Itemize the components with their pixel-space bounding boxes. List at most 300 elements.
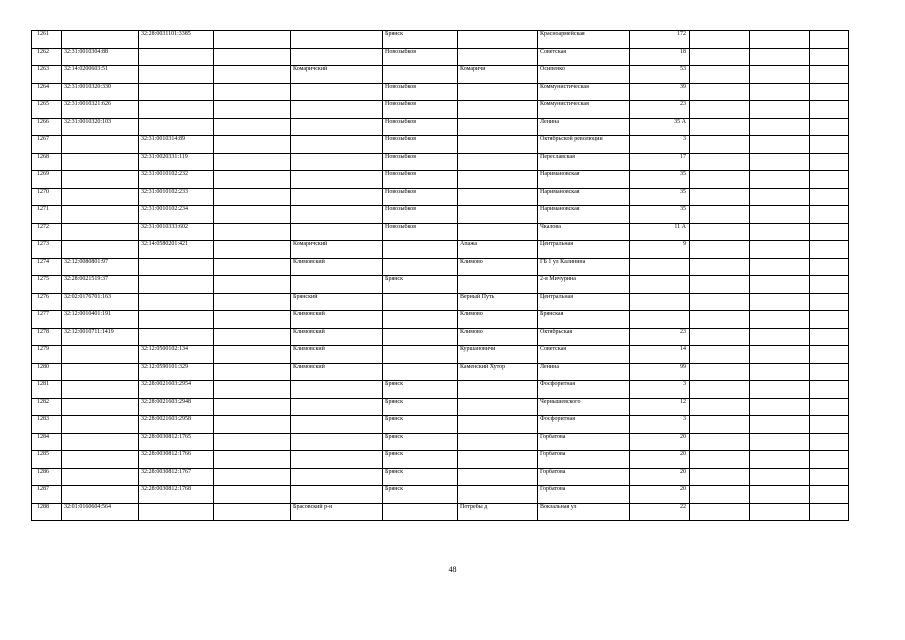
street-cell: Ленина: [538, 118, 630, 136]
empty-cell: [214, 398, 291, 416]
district-cell: [291, 188, 383, 206]
house-number-cell: 11 А: [630, 223, 690, 241]
street-cell: Фосфоритная: [538, 381, 630, 399]
row-number-cell: 1264: [32, 83, 62, 101]
district-cell: [291, 171, 383, 189]
district-cell: Климовский: [291, 363, 383, 381]
extra-cell-3: [810, 276, 849, 294]
street-cell: Коммунистическая: [538, 83, 630, 101]
extra-cell-3: [810, 293, 849, 311]
city-cell: Брянск: [383, 451, 458, 469]
empty-cell: [214, 346, 291, 364]
district-cell: [291, 136, 383, 154]
table-row: [32, 328, 849, 346]
house-number-cell: 3: [630, 416, 690, 434]
street-cell: Центральная: [538, 241, 630, 259]
street-cell: Наримановская: [538, 171, 630, 189]
street-cell: Вокзальная ул: [538, 503, 630, 521]
cadastral-number-2-cell: 32:31:0010333:602: [139, 223, 214, 241]
settlement-cell: [458, 153, 538, 171]
cadastral-number-cell: 32:12:0010711:1419: [62, 328, 139, 346]
extra-cell-1: [690, 153, 750, 171]
city-cell: Новозыбков: [383, 171, 458, 189]
extra-cell-2: [750, 486, 810, 504]
table-row: [32, 188, 849, 206]
row-number-cell: 1261: [32, 31, 62, 49]
cadastral-number-cell: 32:31:0010321:626: [62, 101, 139, 119]
street-cell: Ленина: [538, 363, 630, 381]
row-number-cell: 1284: [32, 433, 62, 451]
extra-cell-1: [690, 346, 750, 364]
extra-cell-1: [690, 31, 750, 49]
extra-cell-2: [750, 381, 810, 399]
extra-cell-3: [810, 363, 849, 381]
district-cell: [291, 451, 383, 469]
settlement-cell: [458, 188, 538, 206]
empty-cell: [214, 363, 291, 381]
cadastral-number-2-cell: 32:28:0031101:3385: [139, 31, 214, 49]
street-cell: Наримановская: [538, 188, 630, 206]
empty-cell: [214, 416, 291, 434]
district-cell: [291, 223, 383, 241]
city-cell: Брянск: [383, 433, 458, 451]
city-cell: [383, 311, 458, 329]
table-row: [32, 433, 849, 451]
extra-cell-3: [810, 241, 849, 259]
street-cell: Октябрьская: [538, 328, 630, 346]
empty-cell: [214, 381, 291, 399]
district-cell: [291, 48, 383, 66]
city-cell: Брянск: [383, 381, 458, 399]
table-row: [32, 258, 849, 276]
empty-cell: [214, 66, 291, 84]
extra-cell-1: [690, 486, 750, 504]
settlement-cell: [458, 136, 538, 154]
district-cell: Климовский: [291, 328, 383, 346]
settlement-cell: [458, 171, 538, 189]
settlement-cell: [458, 83, 538, 101]
empty-cell: [214, 486, 291, 504]
extra-cell-2: [750, 328, 810, 346]
city-cell: Брянск: [383, 398, 458, 416]
empty-cell: [214, 223, 291, 241]
extra-cell-2: [750, 503, 810, 521]
cadastral-number-cell: [62, 136, 139, 154]
cadastral-number-cell: [62, 468, 139, 486]
district-cell: Брянский: [291, 293, 383, 311]
extra-cell-2: [750, 276, 810, 294]
empty-cell: [214, 311, 291, 329]
district-cell: Климовский: [291, 346, 383, 364]
row-number-cell: 1276: [32, 293, 62, 311]
house-number-cell: 18: [630, 48, 690, 66]
row-number-cell: 1282: [32, 398, 62, 416]
district-cell: Комаричский: [291, 241, 383, 259]
empty-cell: [214, 83, 291, 101]
row-number-cell: 1270: [32, 188, 62, 206]
street-cell: Советская: [538, 346, 630, 364]
extra-cell-1: [690, 101, 750, 119]
cadastral-number-2-cell: 32:28:0021603:2948: [139, 398, 214, 416]
extra-cell-2: [750, 206, 810, 224]
table-row: [32, 206, 849, 224]
settlement-cell: Верный Путь: [458, 293, 538, 311]
district-cell: [291, 398, 383, 416]
extra-cell-2: [750, 48, 810, 66]
extra-cell-3: [810, 328, 849, 346]
row-number-cell: 1266: [32, 118, 62, 136]
house-number-cell: 35: [630, 188, 690, 206]
cadastral-number-2-cell: 32:28:0030812:1767: [139, 468, 214, 486]
table-row: [32, 66, 849, 84]
city-cell: [383, 346, 458, 364]
extra-cell-2: [750, 101, 810, 119]
cadastral-number-cell: [62, 171, 139, 189]
house-number-cell: 99: [630, 363, 690, 381]
house-number-cell: [630, 311, 690, 329]
street-cell: ГБ 1 ул Калинина: [538, 258, 630, 276]
cadastral-number-2-cell: 32:28:0030812:1766: [139, 451, 214, 469]
settlement-cell: [458, 206, 538, 224]
extra-cell-1: [690, 241, 750, 259]
district-cell: [291, 101, 383, 119]
cadastral-number-cell: 32:12:0010401:191: [62, 311, 139, 329]
city-cell: Брянск: [383, 486, 458, 504]
district-cell: [291, 486, 383, 504]
extra-cell-3: [810, 433, 849, 451]
extra-cell-1: [690, 206, 750, 224]
city-cell: Новозыбков: [383, 188, 458, 206]
cadastral-number-2-cell: 32:12:0590101:329: [139, 363, 214, 381]
street-cell: 2-я Мичурина: [538, 276, 630, 294]
cadastral-number-2-cell: [139, 66, 214, 84]
settlement-cell: [458, 101, 538, 119]
district-cell: [291, 83, 383, 101]
extra-cell-1: [690, 258, 750, 276]
extra-cell-2: [750, 83, 810, 101]
house-number-cell: 20: [630, 468, 690, 486]
settlement-cell: [458, 223, 538, 241]
extra-cell-3: [810, 381, 849, 399]
settlement-cell: Комаричи: [458, 66, 538, 84]
cadastral-number-cell: [62, 363, 139, 381]
row-number-cell: 1285: [32, 451, 62, 469]
row-number-cell: 1263: [32, 66, 62, 84]
row-number-cell: 1265: [32, 101, 62, 119]
cadastral-number-cell: [62, 241, 139, 259]
settlement-cell: [458, 433, 538, 451]
extra-cell-3: [810, 31, 849, 49]
extra-cell-3: [810, 171, 849, 189]
extra-cell-2: [750, 258, 810, 276]
extra-cell-1: [690, 276, 750, 294]
street-cell: Коммунистическая: [538, 101, 630, 119]
street-cell: Горбатова: [538, 468, 630, 486]
row-number-cell: 1274: [32, 258, 62, 276]
cadastral-number-2-cell: [139, 276, 214, 294]
table-row: [32, 346, 849, 364]
city-cell: [383, 258, 458, 276]
city-cell: Новозыбков: [383, 136, 458, 154]
district-cell: Брасовский р-н: [291, 503, 383, 521]
street-cell: Чкалова: [538, 223, 630, 241]
table-row: [32, 503, 849, 521]
extra-cell-1: [690, 188, 750, 206]
extra-cell-2: [750, 398, 810, 416]
empty-cell: [214, 48, 291, 66]
row-number-cell: 1288: [32, 503, 62, 521]
settlement-cell: [458, 118, 538, 136]
house-number-cell: 22: [630, 503, 690, 521]
extra-cell-3: [810, 48, 849, 66]
extra-cell-3: [810, 503, 849, 521]
cadastral-number-2-cell: [139, 293, 214, 311]
empty-cell: [214, 171, 291, 189]
cadastral-number-2-cell: [139, 328, 214, 346]
extra-cell-1: [690, 118, 750, 136]
empty-cell: [214, 241, 291, 259]
empty-cell: [214, 188, 291, 206]
table-row: [32, 153, 849, 171]
extra-cell-1: [690, 451, 750, 469]
house-number-cell: [630, 258, 690, 276]
cadastral-number-2-cell: [139, 101, 214, 119]
table-row: [32, 223, 849, 241]
house-number-cell: 39: [630, 83, 690, 101]
city-cell: Брянск: [383, 276, 458, 294]
cadastral-number-cell: [62, 486, 139, 504]
table-row: [32, 398, 849, 416]
extra-cell-3: [810, 136, 849, 154]
extra-cell-2: [750, 136, 810, 154]
extra-cell-1: [690, 66, 750, 84]
settlement-cell: [458, 398, 538, 416]
extra-cell-1: [690, 381, 750, 399]
house-number-cell: [630, 293, 690, 311]
row-number-cell: 1275: [32, 276, 62, 294]
empty-cell: [214, 31, 291, 49]
table-row: [32, 381, 849, 399]
house-number-cell: 23: [630, 101, 690, 119]
street-cell: Октябрьской революции: [538, 136, 630, 154]
settlement-cell: Каменский Хутор: [458, 363, 538, 381]
street-cell: Советская: [538, 48, 630, 66]
extra-cell-2: [750, 171, 810, 189]
table-row: [32, 311, 849, 329]
city-cell: [383, 66, 458, 84]
extra-cell-3: [810, 188, 849, 206]
district-cell: [291, 31, 383, 49]
settlement-cell: [458, 451, 538, 469]
city-cell: Новозыбков: [383, 206, 458, 224]
row-number-cell: 1283: [32, 416, 62, 434]
table-row: [32, 486, 849, 504]
house-number-cell: 23: [630, 328, 690, 346]
row-number-cell: 1262: [32, 48, 62, 66]
city-cell: [383, 503, 458, 521]
empty-cell: [214, 276, 291, 294]
row-number-cell: 1268: [32, 153, 62, 171]
table-row: [32, 363, 849, 381]
extra-cell-3: [810, 118, 849, 136]
row-number-cell: 1269: [32, 171, 62, 189]
cadastral-number-cell: 32:14:0200603:51: [62, 66, 139, 84]
cadastral-number-cell: [62, 153, 139, 171]
row-number-cell: 1277: [32, 311, 62, 329]
cadastral-number-cell: [62, 188, 139, 206]
street-cell: Горбатова: [538, 451, 630, 469]
table-row: [32, 83, 849, 101]
cadastral-number-2-cell: [139, 503, 214, 521]
street-cell: Осипенко: [538, 66, 630, 84]
extra-cell-3: [810, 153, 849, 171]
extra-cell-3: [810, 451, 849, 469]
district-cell: [291, 153, 383, 171]
extra-cell-1: [690, 311, 750, 329]
cadastral-number-2-cell: 32:28:0021603:2958: [139, 416, 214, 434]
empty-cell: [214, 451, 291, 469]
extra-cell-1: [690, 48, 750, 66]
city-cell: Брянск: [383, 31, 458, 49]
city-cell: Новозыбков: [383, 118, 458, 136]
extra-cell-1: [690, 503, 750, 521]
cadastral-number-2-cell: 32:31:0010102:234: [139, 206, 214, 224]
row-number-cell: 1281: [32, 381, 62, 399]
city-cell: Новозыбков: [383, 83, 458, 101]
extra-cell-3: [810, 311, 849, 329]
extra-cell-1: [690, 468, 750, 486]
cadastral-number-cell: 32:28:0021519:37: [62, 276, 139, 294]
cadastral-number-cell: [62, 381, 139, 399]
house-number-cell: 3: [630, 136, 690, 154]
extra-cell-1: [690, 416, 750, 434]
district-cell: [291, 433, 383, 451]
cadastral-number-2-cell: [139, 48, 214, 66]
district-cell: [291, 381, 383, 399]
city-cell: [383, 328, 458, 346]
table-row: [32, 293, 849, 311]
settlement-cell: Климово: [458, 311, 538, 329]
cadastral-number-2-cell: 32:28:0030812:1768: [139, 486, 214, 504]
row-number-cell: 1273: [32, 241, 62, 259]
empty-cell: [214, 433, 291, 451]
extra-cell-2: [750, 31, 810, 49]
extra-cell-1: [690, 83, 750, 101]
cadastral-number-2-cell: [139, 311, 214, 329]
cadastral-number-cell: [62, 433, 139, 451]
table-row: [32, 136, 849, 154]
settlement-cell: [458, 468, 538, 486]
extra-cell-1: [690, 293, 750, 311]
cadastral-number-2-cell: 32:28:0030812:1765: [139, 433, 214, 451]
table-row: [32, 276, 849, 294]
extra-cell-3: [810, 101, 849, 119]
house-number-cell: 35 А: [630, 118, 690, 136]
table-body: [32, 31, 849, 521]
house-number-cell: 35: [630, 206, 690, 224]
empty-cell: [214, 503, 291, 521]
cadastral-number-cell: 32:31:0010320:330: [62, 83, 139, 101]
cadastral-number-cell: [62, 223, 139, 241]
settlement-cell: Апажа: [458, 241, 538, 259]
street-cell: Чернышевского: [538, 398, 630, 416]
table-row: [32, 101, 849, 119]
district-cell: Климовский: [291, 311, 383, 329]
street-cell: Центральная: [538, 293, 630, 311]
extra-cell-1: [690, 433, 750, 451]
cadastral-number-cell: 32:31:0010320:103: [62, 118, 139, 136]
row-number-cell: 1271: [32, 206, 62, 224]
city-cell: [383, 241, 458, 259]
extra-cell-2: [750, 223, 810, 241]
cadastral-number-cell: [62, 206, 139, 224]
extra-cell-2: [750, 188, 810, 206]
extra-cell-2: [750, 293, 810, 311]
empty-cell: [214, 206, 291, 224]
extra-cell-2: [750, 363, 810, 381]
settlement-cell: [458, 416, 538, 434]
district-cell: [291, 206, 383, 224]
extra-cell-1: [690, 136, 750, 154]
table-row: [32, 241, 849, 259]
empty-cell: [214, 293, 291, 311]
table-row: [32, 451, 849, 469]
cadastral-number-cell: [62, 346, 139, 364]
cadastral-number-cell: 32:01:0160604:564: [62, 503, 139, 521]
district-cell: [291, 468, 383, 486]
house-number-cell: 20: [630, 486, 690, 504]
extra-cell-3: [810, 486, 849, 504]
empty-cell: [214, 328, 291, 346]
street-cell: Горбатова: [538, 433, 630, 451]
city-cell: Брянск: [383, 416, 458, 434]
house-number-cell: 172: [630, 31, 690, 49]
row-number-cell: 1267: [32, 136, 62, 154]
extra-cell-2: [750, 153, 810, 171]
street-cell: Переславская: [538, 153, 630, 171]
extra-cell-2: [750, 451, 810, 469]
extra-cell-3: [810, 66, 849, 84]
settlement-cell: [458, 48, 538, 66]
table-row: [32, 118, 849, 136]
cadastral-number-2-cell: [139, 83, 214, 101]
settlement-cell: [458, 486, 538, 504]
house-number-cell: 14: [630, 346, 690, 364]
empty-cell: [214, 468, 291, 486]
row-number-cell: 1279: [32, 346, 62, 364]
city-cell: Новозыбков: [383, 153, 458, 171]
cadastral-number-cell: [62, 416, 139, 434]
district-cell: Комаричский: [291, 66, 383, 84]
house-number-cell: 9: [630, 241, 690, 259]
district-cell: [291, 118, 383, 136]
cadastral-number-2-cell: 32:28:0021603:2954: [139, 381, 214, 399]
page-number: 48: [448, 565, 457, 574]
street-cell: Красноармейская: [538, 31, 630, 49]
house-number-cell: 53: [630, 66, 690, 84]
settlement-cell: Куршановичи: [458, 346, 538, 364]
house-number-cell: 20: [630, 451, 690, 469]
row-number-cell: 1287: [32, 486, 62, 504]
settlement-cell: Климово: [458, 258, 538, 276]
extra-cell-3: [810, 416, 849, 434]
empty-cell: [214, 153, 291, 171]
house-number-cell: 3: [630, 381, 690, 399]
extra-cell-3: [810, 223, 849, 241]
extra-cell-2: [750, 66, 810, 84]
cadastral-number-cell: 32:12:0080801:97: [62, 258, 139, 276]
extra-cell-2: [750, 241, 810, 259]
